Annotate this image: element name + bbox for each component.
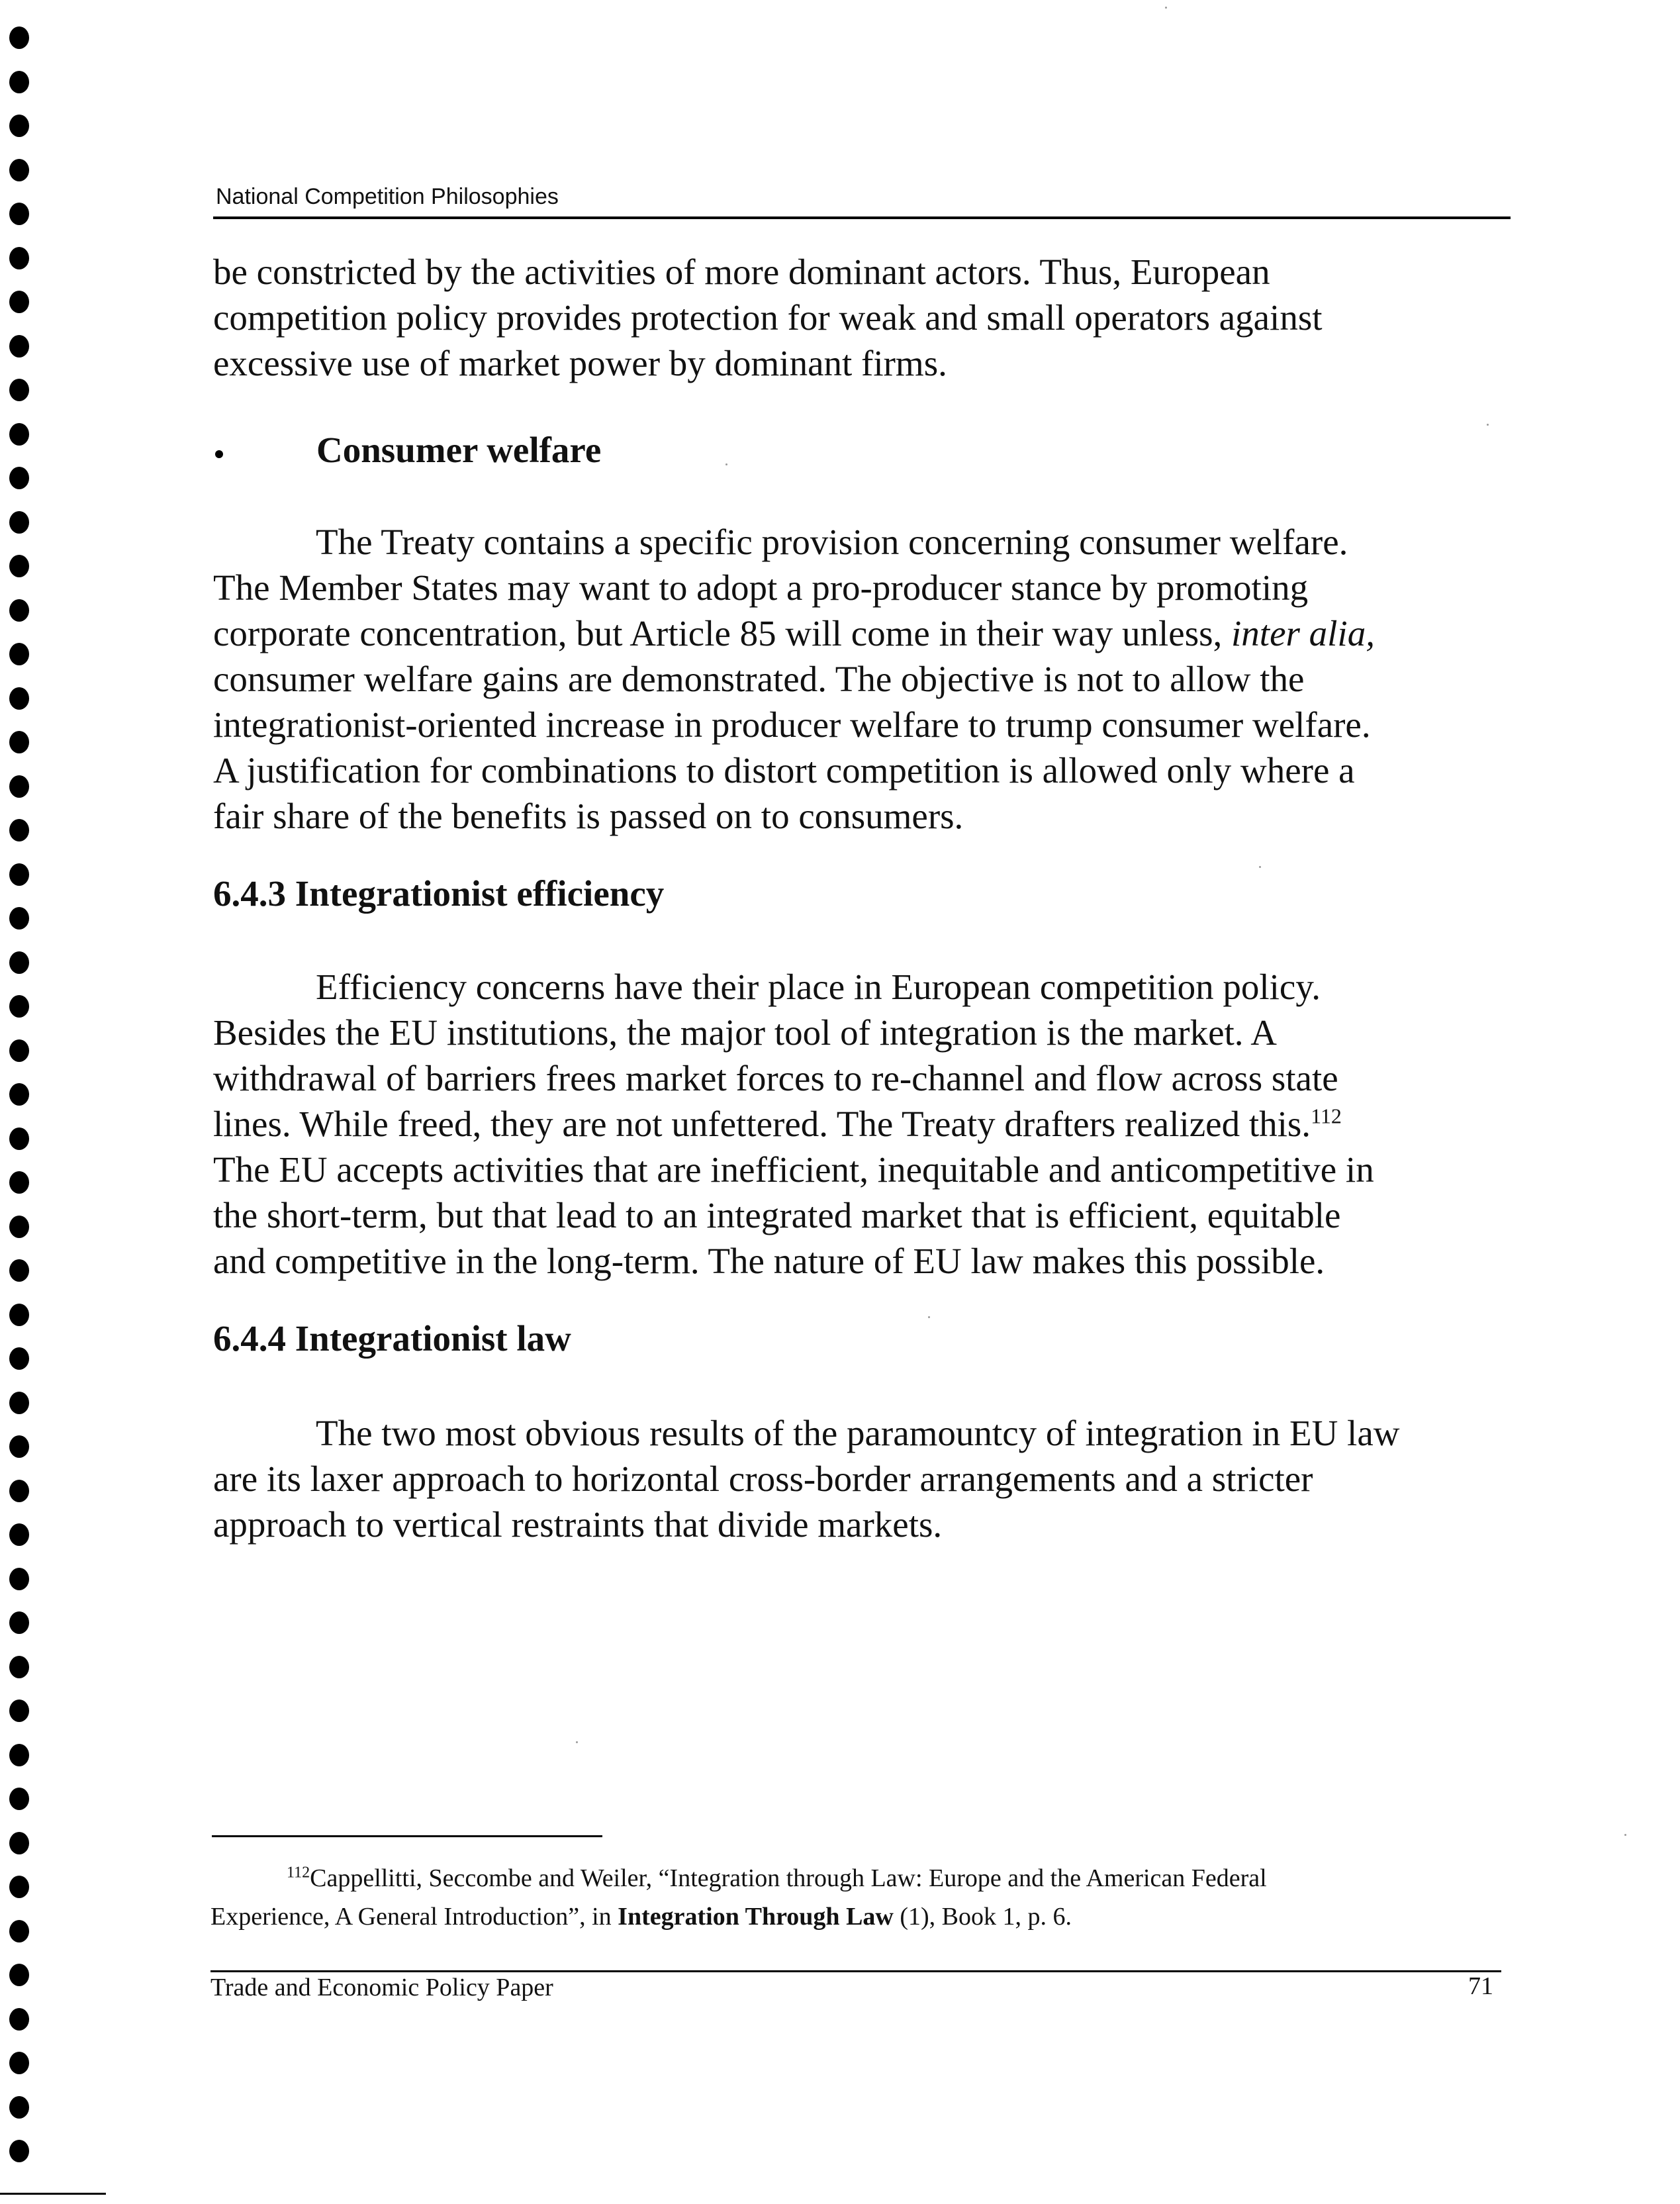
- binding-hole: [9, 1083, 29, 1106]
- binding-hole: [9, 1656, 29, 1678]
- text-line: integrationist-oriented increase in producer welfare to trump consumer welfare.: [213, 704, 1371, 745]
- binding-hole: [9, 907, 29, 930]
- binding-hole: [9, 1920, 29, 1942]
- text-segment: Experience, A General Introduction”, in: [210, 1903, 618, 1931]
- text-line: fair share of the benefits is passed on to consumers.: [213, 796, 964, 836]
- text-line: competition policy provides protection for weak and small operators against: [213, 297, 1323, 338]
- binding-hole: [9, 1611, 29, 1634]
- binding-hole: [9, 203, 29, 225]
- binding-hole: [9, 247, 29, 269]
- section-heading-6-4-3: 6.4.3 Integrationist efficiency: [213, 873, 665, 914]
- text-line: excessive use of market power by dominant firms.: [213, 343, 947, 383]
- binding-hole: [9, 1435, 29, 1458]
- text-line: Efficiency concerns have their place in European competition policy.: [316, 967, 1321, 1007]
- binding-hole: [9, 863, 29, 886]
- scan-speck: [1165, 7, 1167, 9]
- text-line: The Member States may want to adopt a pro-producer stance by promoting: [213, 567, 1309, 608]
- binding-hole: [9, 1259, 29, 1282]
- italic-phrase: inter alia,: [1231, 613, 1375, 653]
- header-rule: [213, 216, 1511, 219]
- binding-hole: [9, 379, 29, 401]
- text-segment: Cappellitti, Seccombe and Weiler, “Integration through Law: Europe and the American Federal: [310, 1864, 1267, 1892]
- binding-hole: [9, 1568, 29, 1590]
- footnote-number: 112: [287, 1864, 310, 1882]
- binding-hole: [9, 1127, 29, 1150]
- footer-title: Trade and Economic Policy Paper: [210, 1974, 553, 2001]
- binding-hole: [9, 2008, 29, 2031]
- scan-speck: [1487, 424, 1489, 426]
- text-segment: corporate concentration, but Article 85 will come in their way unless,: [213, 613, 1232, 653]
- binding-hole: [9, 599, 29, 622]
- binding-hole: [9, 2140, 29, 2162]
- binding-hole: [9, 1347, 29, 1370]
- binding-hole: [9, 115, 29, 137]
- binding-hole: [9, 511, 29, 534]
- scan-edge-mark: [0, 2193, 106, 2195]
- scan-speck: [1259, 866, 1261, 868]
- footer-rule: [210, 1970, 1501, 1972]
- binding-hole: [9, 1523, 29, 1546]
- running-header: National Competition Philosophies: [216, 184, 559, 209]
- binding-hole: [9, 291, 29, 313]
- text-line: withdrawal of barriers frees market forces to re-channel and flow across state: [213, 1058, 1338, 1098]
- bullet-icon: [215, 450, 223, 458]
- binding-hole: [9, 1304, 29, 1326]
- text-line: [213, 1101, 1511, 1147]
- scan-speck: [928, 1316, 930, 1318]
- text-line: consumer welfare gains are demonstrated. The objective is not to allow the: [213, 659, 1305, 699]
- binding-hole: [9, 1964, 29, 1986]
- binding-hole: [9, 1744, 29, 1766]
- binding-hole: [9, 819, 29, 841]
- binding-hole: [9, 1876, 29, 1898]
- binding-hole: [9, 26, 29, 49]
- text-segment: (1), Book 1, p. 6.: [893, 1903, 1072, 1931]
- binding-hole: [9, 995, 29, 1018]
- binding-hole: [9, 643, 29, 665]
- integration-law-paragraph: [213, 1410, 1511, 1547]
- binding-hole: [9, 71, 29, 93]
- text-line: [213, 610, 1511, 656]
- binding-hole: [9, 951, 29, 974]
- binding-hole: [9, 1171, 29, 1194]
- binding-hole: [9, 2096, 29, 2119]
- binding-hole: [9, 555, 29, 577]
- footnote-line: [210, 1859, 1508, 1897]
- text-line: A justification for combinations to distort competition is allowed only where a: [213, 750, 1355, 791]
- scan-speck: [725, 463, 727, 465]
- binding-hole: [9, 1832, 29, 1854]
- binding-hole: [9, 467, 29, 489]
- scan-speck: [1624, 1834, 1626, 1836]
- text-line: approach to vertical restraints that divide markets.: [213, 1504, 943, 1545]
- footnote-reference: 112: [1311, 1104, 1342, 1128]
- binding-hole: [9, 335, 29, 358]
- scan-speck: [576, 1741, 578, 1743]
- text-line: are its laxer approach to horizontal cross-border arrangements and a stricter: [213, 1459, 1313, 1499]
- binding-hole: [9, 1392, 29, 1414]
- intro-paragraph: [213, 249, 1511, 386]
- binding-hole: [9, 423, 29, 446]
- binding-hole: [9, 1480, 29, 1502]
- text-line: The Treaty contains a specific provision concerning consumer welfare.: [316, 522, 1348, 562]
- binding-hole: [9, 2052, 29, 2074]
- bold-title: Integration Through Law: [618, 1903, 894, 1931]
- binding-hole: [9, 1700, 29, 1722]
- footnote-rule: [212, 1835, 602, 1837]
- binding-holes: [9, 26, 42, 2191]
- bullet-heading: Consumer welfare: [316, 430, 602, 470]
- text-segment: lines. While freed, they are not unfettered. The Treaty drafters realized this.: [213, 1104, 1311, 1144]
- text-line: Besides the EU institutions, the major tool of integration is the market. A: [213, 1012, 1277, 1053]
- binding-hole: [9, 687, 29, 710]
- binding-hole: [9, 731, 29, 753]
- efficiency-paragraph: [213, 964, 1511, 1284]
- binding-hole: [9, 1216, 29, 1238]
- text-line: The two most obvious results of the paramountcy of integration in EU law: [316, 1413, 1400, 1453]
- text-line: the short-term, but that lead to an integrated market that is efficient, equitable: [213, 1195, 1341, 1235]
- consumer-welfare-paragraph: [213, 519, 1511, 839]
- text-line: The EU accepts activities that are inefficient, inequitable and anticompetitive in: [213, 1149, 1374, 1190]
- text-line: be constricted by the activities of more dominant actors. Thus, European: [213, 252, 1270, 292]
- page-number: 71: [1468, 1972, 1493, 2000]
- binding-hole: [9, 775, 29, 798]
- binding-hole: [9, 1039, 29, 1062]
- footnote-line: [210, 1897, 1508, 1936]
- footnote: [210, 1859, 1508, 1936]
- binding-hole: [9, 159, 29, 181]
- binding-hole: [9, 1788, 29, 1810]
- text-line: and competitive in the long-term. The nature of EU law makes this possible.: [213, 1241, 1325, 1281]
- section-heading-6-4-4: 6.4.4 Integrationist law: [213, 1318, 571, 1359]
